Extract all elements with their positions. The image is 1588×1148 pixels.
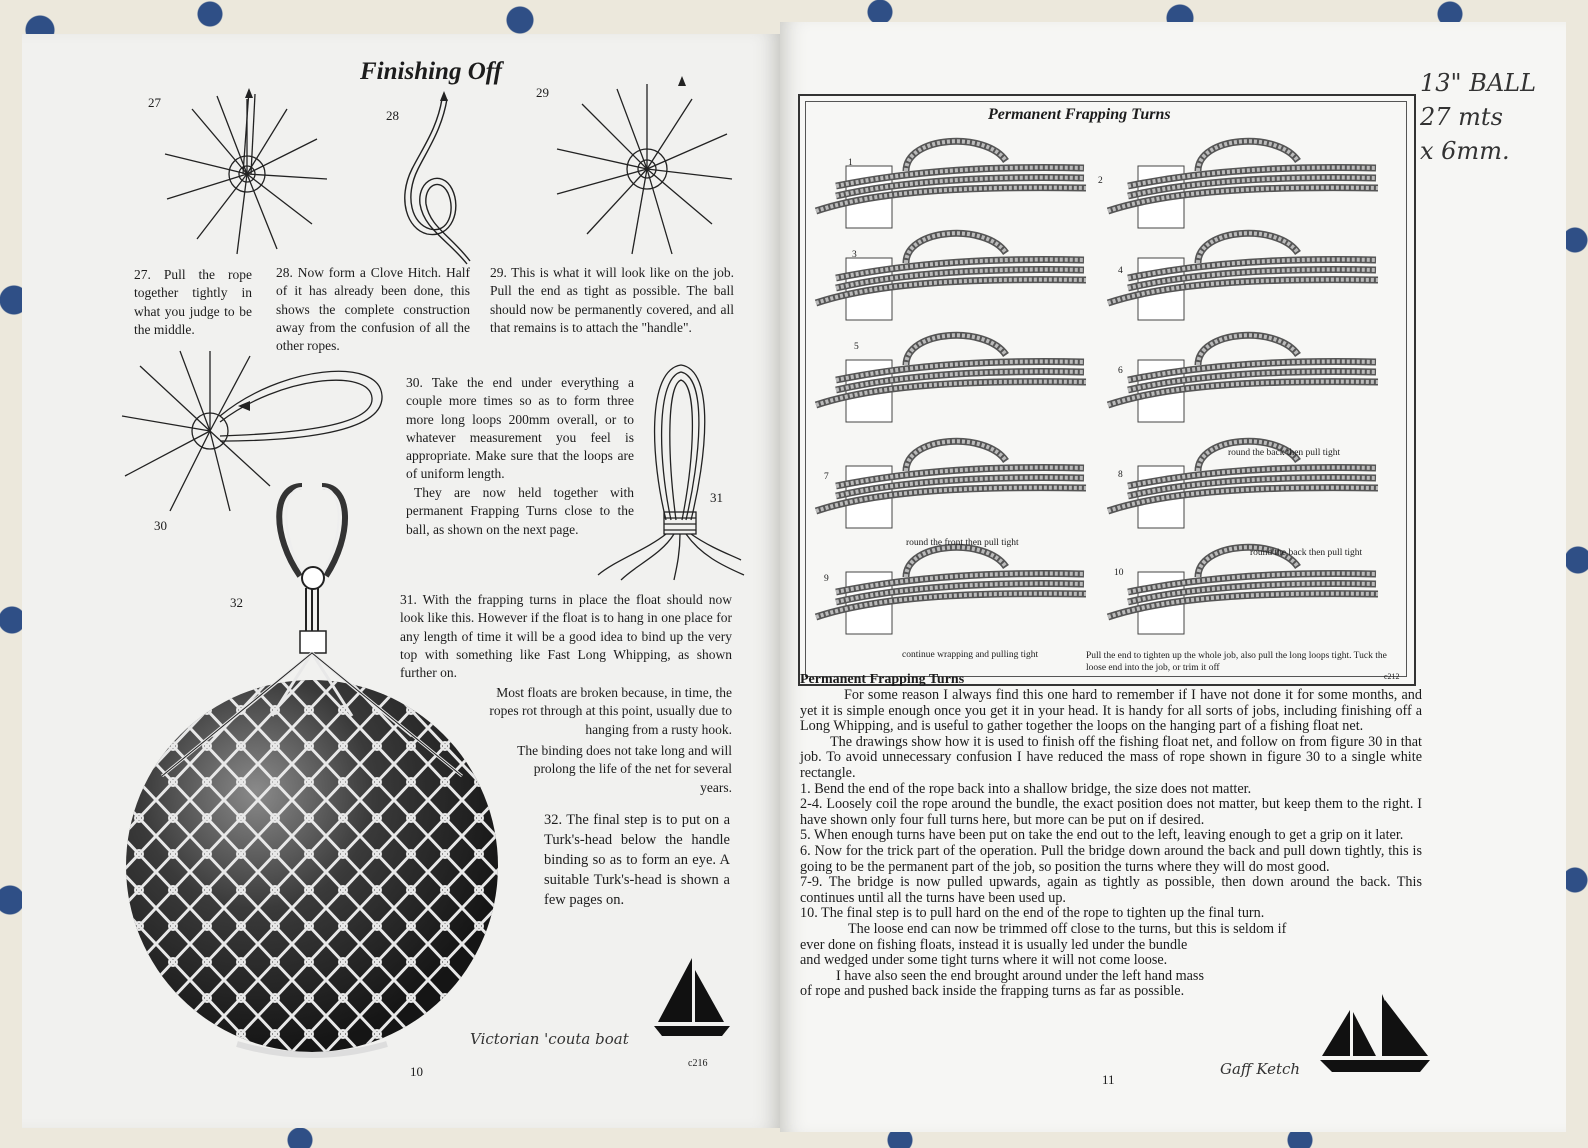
caption-31-continued: Most floats are broken because, in time, the ropes rot through at this point, usually due to hanging from a rusty hook.	[489, 685, 732, 737]
figure-number: 31	[710, 490, 723, 505]
frapping-instructions: For some reason I always find this one hard to remember if I have not done it for some months, and yet it is simple enough once you get it in your head. It is handy for all sorts of jobs, including finishing off a Long Whipping, and is useful to gather together the loops on the hanging part of a fishing float net. The drawings show how it is used to finish off the fishing float net, and follow on from figure 30 in that job. To avoid unnecessary confusion I have reduced the mass of rope shown in figure 30 to a single white rectangle. 1. Bend the end of the rope back into a shallow bridge, the size does not matter. 2-4. Loosely coil the rope around the bundle, the exact position does not matter, but keep them to the right. I have shown only four full turns here, but more can be put on if desired. 5. When enough turns have been put on take the end out to the left, leaving enough to get a grip on it later. 6. Now for the trick part of the operation. Pull the bridge down around the back and pull down tightly, this is going to be the permanent part of the job, so position the turns where they will do most good. 7-9. The bridge is now pulled upwards, again as tightly as possible, then down around the back. This continues until all the turns have been used up. 10. The final step is to pull hard on the end of the rope to tighten up the final turn. The loose end can now be trimmed off close to the turns, but this is seldom if ever done on fishing floats, instead it is usually led under the bundle and wedged under some tight turns where it will not come loose. I have also seen the end brought around under the left hand mass of rope and pushed back inside the frapping turns as far as possible.	[800, 687, 1422, 1000]
figure-29-drawing	[552, 74, 742, 264]
step-number: 4	[1118, 266, 1123, 276]
caption-31: 31. With the frapping turns in place the float should now look like this. However if the float is to hang in one place for any length of time it will be a good idea to bind up the very top with something like Fast Long Whipping, as shown further on.	[400, 592, 732, 681]
caption-27: 27. Pull the rope together tightly in what you judge to be the middle.	[134, 267, 252, 337]
step-9-caption: continue wrapping and pulling tight	[902, 650, 1039, 660]
left-page	[22, 34, 780, 1128]
caption-29: 29. This is what it will look like on the job. Pull the end as tight as possible. The ball should now be permanently covered, and all that remains is to attach the "handle".	[490, 265, 734, 335]
step-number: 2	[1098, 176, 1103, 186]
couta-boat-icon	[652, 956, 732, 1042]
diagram-title: Permanent Frapping Turns	[988, 106, 1171, 123]
figure-31-drawing	[596, 360, 746, 582]
diagram-code: c212	[1384, 672, 1400, 681]
step-number: 1	[848, 158, 853, 168]
step-6-caption: round the back then pull tight	[1228, 448, 1341, 458]
figure-number: 29	[536, 85, 549, 100]
figure-number: 32	[230, 595, 243, 610]
step-number: 3	[852, 250, 857, 260]
caption-28: 28. Now form a Clove Hitch. Half of it has already been done, this shows the complete construction away from the confusion of all the other ropes.	[276, 265, 470, 354]
figure-27-drawing	[157, 84, 337, 264]
frapping-step-drawings	[808, 116, 1406, 656]
frapping-diagram-box	[798, 94, 1416, 686]
section-title: Permanent Frapping Turns	[800, 672, 965, 687]
figure-32-fishing-float	[122, 476, 522, 1066]
page-heading: Finishing Off	[360, 58, 502, 85]
caption-30: 30. Take the end under everything a couple more times so as to form three more long loops 200mm overall, or to whatever measurement you feel is appropriate. Make sure that the loops are of uniform length.	[406, 375, 634, 482]
figure-number: 27	[148, 95, 161, 110]
step-7-caption: round the front then pull tight	[906, 538, 1019, 548]
boat-label: Gaff Ketch	[1220, 1060, 1301, 1078]
caption-32: 32. The final step is to put on a Turk's-head below the handle binding so as to form an eye. A suitable Turk's-head is shown a few pages on.	[544, 812, 730, 908]
step-10-caption: Pull the end to tighten up the whole job, also pull the long loops tight. Tuck the loose end into the job, or trim it off	[1086, 651, 1387, 673]
boat-label: Victorian 'couta boat	[470, 1030, 629, 1048]
step-number: 8	[1118, 470, 1123, 480]
caption-31-binding: The binding does not take long and will prolong the life of the net for several years.	[517, 743, 732, 795]
caption-30-continued: They are now held together with permanent Frapping Turns close to the ball, as shown on the next page.	[406, 485, 634, 537]
step-number: 9	[824, 574, 829, 584]
page-number: 10	[410, 1064, 423, 1079]
figure-28-clove-hitch	[392, 89, 472, 269]
step-number: 5	[854, 342, 859, 352]
step-8-caption: round the back then pull tight	[1250, 548, 1363, 558]
figure-number: 28	[386, 108, 399, 123]
figure-number: 30	[154, 518, 167, 533]
step-number: 10	[1114, 568, 1124, 578]
step-number: 6	[1118, 366, 1123, 376]
page-number: 11	[1102, 1072, 1115, 1087]
gaff-ketch-icon	[1320, 990, 1432, 1080]
step-number: 7	[824, 472, 829, 482]
handwritten-note: 13" BALL 27 mts x 6mm.	[1420, 69, 1537, 165]
right-page	[780, 22, 1566, 1132]
page-code: c216	[688, 1058, 708, 1069]
